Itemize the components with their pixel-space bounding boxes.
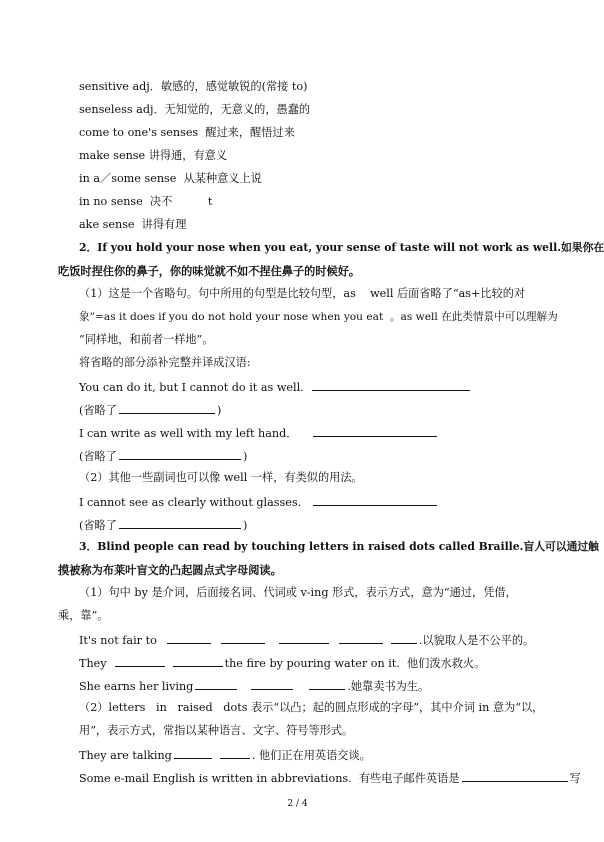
exercise-line xyxy=(79,425,439,441)
close-paren: ) xyxy=(216,404,222,417)
answer-blank[interactable] xyxy=(279,632,329,644)
paragraph-line xyxy=(58,609,108,623)
instruction-line xyxy=(79,356,251,370)
vocab-text: ake sense 讲得有理 xyxy=(79,218,187,231)
heading-zh: 摸被称为布莱叶盲文的凸起圆点式字母阅读。 xyxy=(58,563,282,577)
paragraph-text: （1）句中 by 是介词，后面接名词、代词或 v-ing 形式，表示方式，意为“通过，凭借， xyxy=(79,586,517,599)
paragraph-line xyxy=(79,287,525,301)
exercise-text: She earns her living xyxy=(79,680,194,693)
vocab-line xyxy=(79,126,295,140)
exercise-text: the fire by pouring water on it. 他们泼水救火。 xyxy=(224,657,486,670)
exercise-line xyxy=(79,770,581,786)
vocab-line xyxy=(79,80,308,94)
vocab-line xyxy=(79,218,186,232)
answer-blank[interactable] xyxy=(391,632,417,644)
exercise-line xyxy=(79,678,429,694)
vocab-text: in no sense 决不 t xyxy=(79,195,213,208)
paragraph-text: 象”=as it does if you do not hold your nose when you eat 。as well 在此类情景中可以理解为 xyxy=(79,311,558,323)
exercise-text: .她靠卖书为生。 xyxy=(347,680,430,693)
paragraph-text: （2）其他一些副词也可以像 well 一样，有类似的用法。 xyxy=(79,471,363,484)
omission-label: (省略了 xyxy=(79,450,117,463)
omission-label: (省略了 xyxy=(79,519,117,532)
heading-zh: 吃饭时捏住你的鼻子，你的味觉就不如不捏住鼻子的时候好。 xyxy=(58,264,361,278)
exercise-line xyxy=(79,747,371,763)
section-2-heading-cont xyxy=(58,264,360,278)
answer-blank[interactable] xyxy=(173,655,223,667)
vocab-line xyxy=(79,103,310,117)
paragraph-text: 用”，表示方式，常指以某种语言、文字、符号等形式。 xyxy=(79,724,354,737)
answer-blank[interactable] xyxy=(313,494,437,506)
section-2-heading xyxy=(79,241,604,255)
vocab-text: sensitive adj．敏感的，感觉敏锐的(常接 to) xyxy=(79,80,308,93)
heading-en: 2．If you hold your nose when you eat, your sense of taste will not work as well. xyxy=(79,241,562,254)
paragraph-text: （2）letters in raised dots 表示“以凸；起的圆点形成的字母”，其中介词 in 意为“以， xyxy=(79,701,544,714)
paragraph-text: （1）这是一个省略句。句中所用的句型是比较句型，as well 后面省略了“as+比较的对 xyxy=(79,287,526,300)
answer-blank[interactable] xyxy=(251,678,293,690)
exercise-text: They are talking xyxy=(79,749,172,762)
paragraph-text: “同样地，和前者一样地”。 xyxy=(79,333,214,346)
heading-zh: 如果你在 xyxy=(561,241,604,254)
paragraph-line xyxy=(79,310,558,324)
exercise-text: 写 xyxy=(569,772,581,785)
answer-blank[interactable] xyxy=(115,655,165,667)
answer-blank[interactable] xyxy=(119,448,241,460)
answer-blank[interactable] xyxy=(309,678,345,690)
exercise-text: They xyxy=(79,657,107,670)
paragraph-line xyxy=(79,701,543,715)
vocab-line xyxy=(79,172,262,186)
close-paren: ) xyxy=(242,519,248,532)
answer-blank[interactable] xyxy=(195,678,237,690)
answer-blank[interactable] xyxy=(462,770,568,782)
paragraph-line xyxy=(79,724,353,738)
paragraph-line xyxy=(79,333,214,347)
vocab-line xyxy=(79,195,212,209)
exercise-text: I cannot see as clearly without glasses. xyxy=(79,496,302,509)
exercise-text: You can do it, but I cannot do it as well. xyxy=(79,381,304,394)
exercise-text: Some e-mail English is written in abbreviations. 有些电子邮件英语是 xyxy=(79,772,460,785)
exercise-line xyxy=(79,655,485,671)
omission-line xyxy=(79,448,247,464)
section-3-heading xyxy=(79,540,599,554)
paragraph-line xyxy=(79,471,363,485)
exercise-line xyxy=(79,379,472,395)
section-3-heading-cont xyxy=(58,563,282,577)
heading-zh: 盲人可以通过触 xyxy=(523,540,599,553)
paragraph-text: 乘，靠”。 xyxy=(58,609,109,622)
close-paren: ) xyxy=(242,450,248,463)
vocab-text: senseless adj．无知觉的，无意义的，愚蠢的 xyxy=(79,103,311,116)
answer-blank[interactable] xyxy=(174,747,212,759)
exercise-text: I can write as well with my left hand． xyxy=(79,427,298,440)
answer-blank[interactable] xyxy=(221,632,265,644)
page-number: 2 / 4 xyxy=(287,799,308,809)
answer-blank[interactable] xyxy=(220,747,250,759)
answer-blank[interactable] xyxy=(339,632,383,644)
exercise-text: . 他们正在用英语交谈。 xyxy=(251,749,371,762)
exercise-line xyxy=(79,494,439,510)
exercise-text: .以貌取人是不公平的。 xyxy=(418,634,535,647)
instruction-text: 将省略的部分添补完整并译成汉语: xyxy=(79,356,251,369)
paragraph-line xyxy=(79,586,517,600)
omission-line xyxy=(79,402,221,418)
exercise-line xyxy=(79,632,534,648)
answer-blank[interactable] xyxy=(167,632,211,644)
omission-line xyxy=(79,517,247,533)
answer-blank[interactable] xyxy=(119,402,215,414)
omission-label: (省略了 xyxy=(79,404,117,417)
vocab-line xyxy=(79,149,227,163)
vocab-text: make sense 讲得通，有意义 xyxy=(79,149,228,162)
answer-blank[interactable] xyxy=(119,517,241,529)
vocab-text: come to one's senses 醒过来，醒悟过来 xyxy=(79,126,295,139)
answer-blank[interactable] xyxy=(312,379,470,391)
answer-blank[interactable] xyxy=(313,425,437,437)
heading-en: 3．Blind people can read by touching letters in raised dots called Braille. xyxy=(79,540,524,553)
vocab-text: in a／some sense 从某种意义上说 xyxy=(79,172,262,185)
exercise-text: It's not fair to xyxy=(79,634,157,647)
